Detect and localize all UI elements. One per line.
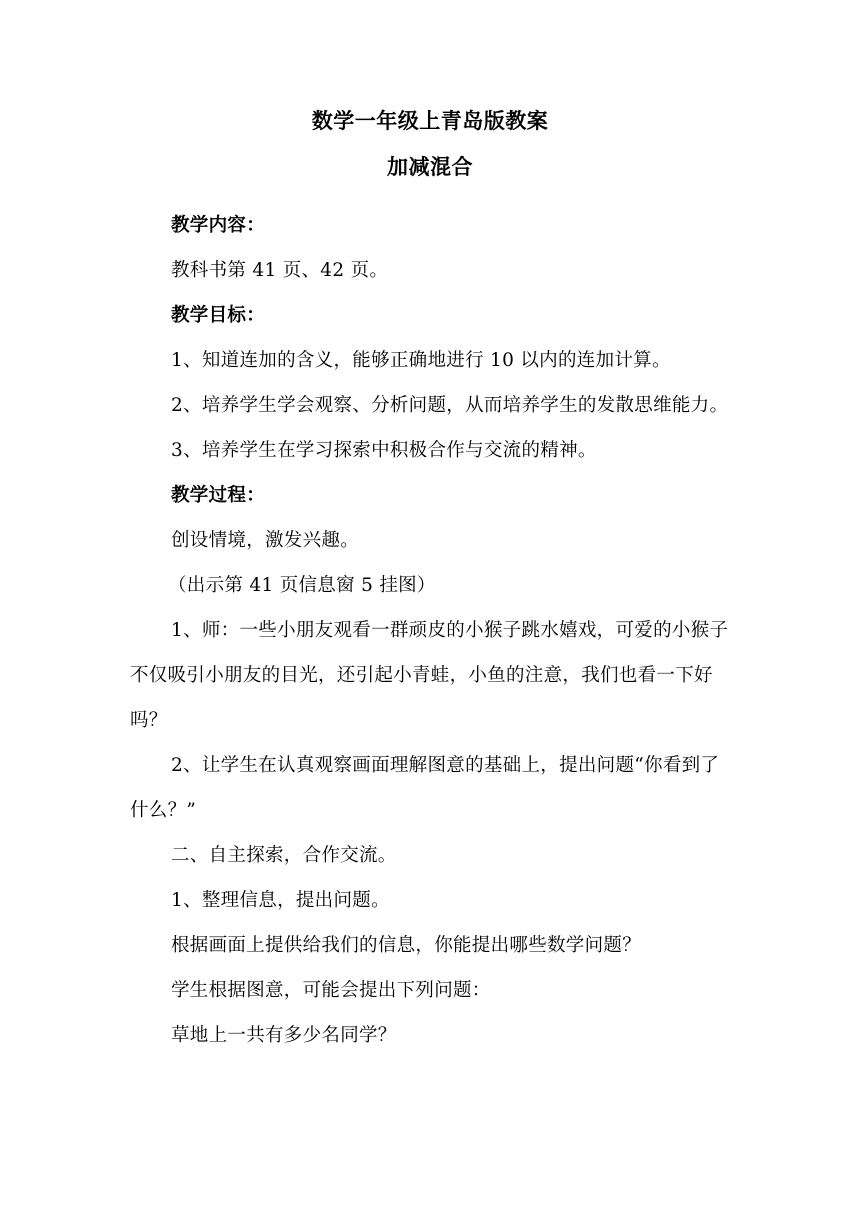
section-heading-objectives: 教学目标： (171, 305, 266, 326)
paragraph: 2、培养学生学会观察、分析问题，从而培养学生的发散思维能力。 (171, 395, 729, 416)
paragraph: 二、自主探索，合作交流。 (171, 845, 397, 866)
paragraph: 草地上一共有多少名同学？ (171, 1025, 397, 1046)
section-heading-process: 教学过程： (171, 485, 266, 506)
paragraph: 1、知道连加的含义，能够正确地进行 10 以内的连加计算。 (171, 350, 671, 371)
paragraph: （出示第 41 页信息窗 5 挂图） (168, 575, 436, 596)
paragraph: 根据画面上提供给我们的信息，你能提出哪些数学问题？ (171, 935, 642, 956)
paragraph: 1、整理信息，提出问题。 (171, 890, 390, 911)
document-body (130, 203, 732, 1058)
paragraph: 学生根据图意，可能会提出下列问题： (171, 980, 491, 1001)
paragraph: 2、让学生在认真观察画面理解图意的基础上，提出问题“你看到了什么？” (130, 755, 720, 821)
document-subtitle: 加减混合 (387, 155, 473, 179)
document-title: 数学一年级上青岛版教案 (311, 109, 549, 133)
paragraph: 3、培养学生在学习探索中积极合作与交流的精神。 (171, 440, 597, 461)
paragraph: 创设情境，激发兴趣。 (171, 530, 360, 551)
paragraph: 1、师：一些小朋友观看一群顽皮的小猴子跳水嬉戏，可爱的小猴子不仅吸引小朋友的目光，还引起小青蛙，小鱼的注意，我们也看一下好吗？ (130, 620, 729, 731)
paragraph: 教科书第 41 页、42 页。 (171, 260, 389, 281)
section-heading-content: 教学内容： (171, 215, 266, 236)
